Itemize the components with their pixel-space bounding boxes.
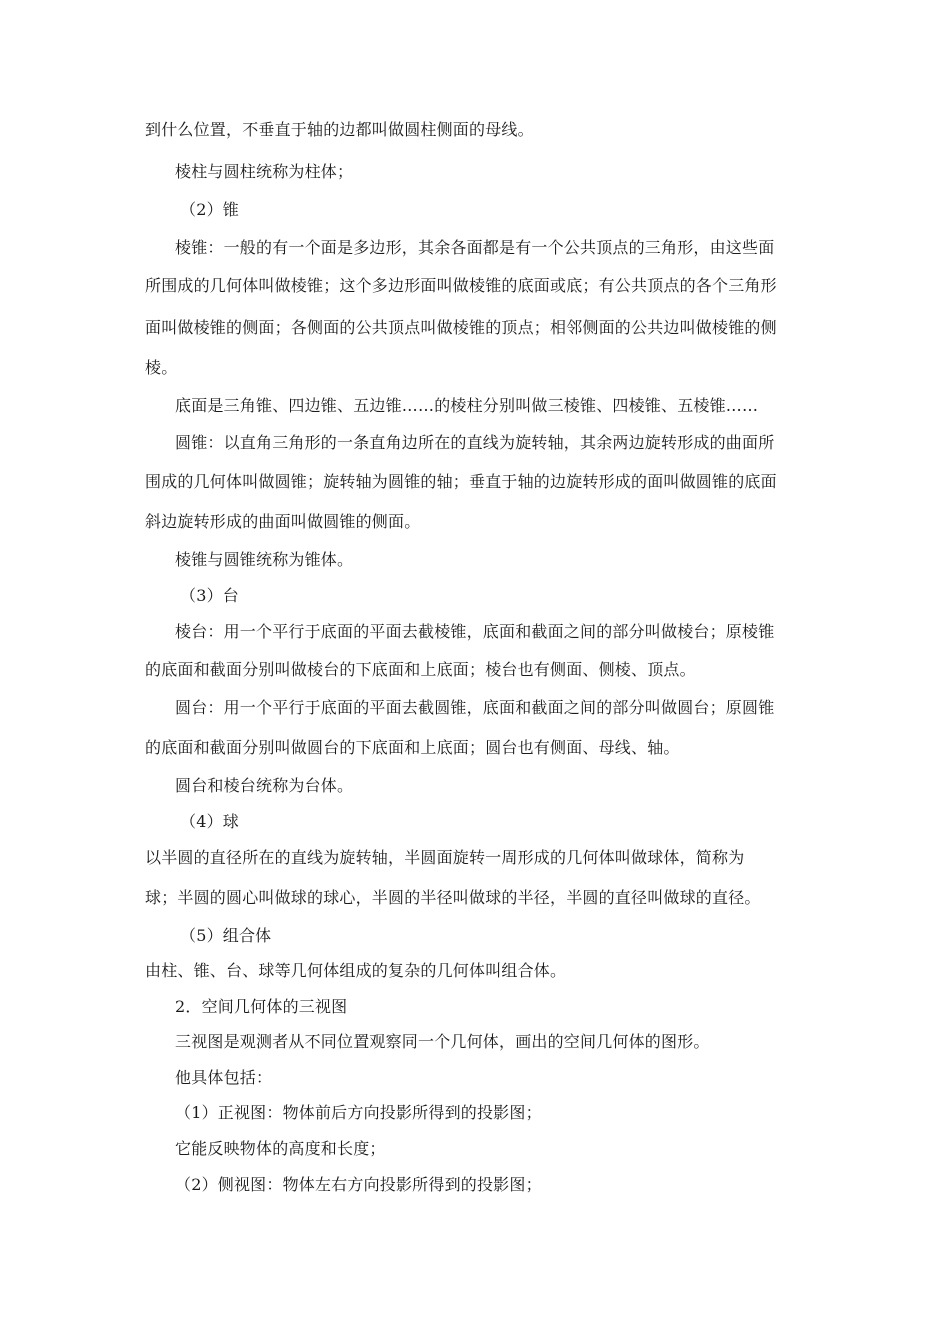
- paragraph-line: 面叫做棱锥的侧面；各侧面的公共顶点叫做棱锥的顶点；相邻侧面的公共边叫做棱锥的侧: [145, 318, 777, 337]
- paragraph-line: 圆锥：以直角三角形的一条直角边所在的直线为旋转轴，其余两边旋转形成的曲面所: [175, 433, 775, 452]
- section-heading: （4）球: [180, 812, 239, 831]
- section-heading: （3）台: [180, 586, 239, 605]
- paragraph-line: 圆台和棱台统称为台体。: [175, 776, 354, 795]
- paragraph-line: 底面是三角锥、四边锥、五边锥……的棱柱分别叫做三棱锥、四棱锥、五棱锥……: [175, 396, 759, 415]
- paragraph-line: 斜边旋转形成的曲面叫做圆锥的侧面。: [145, 512, 421, 531]
- paragraph-line: 三视图是观测者从不同位置观察同一个几何体，画出的空间几何体的图形。: [175, 1032, 710, 1051]
- paragraph-line: 他具体包括：: [175, 1068, 273, 1087]
- paragraph-line: 的底面和截面分别叫做圆台的下底面和上底面；圆台也有侧面、母线、轴。: [145, 738, 680, 757]
- section-heading: 2．空间几何体的三视图: [175, 997, 348, 1016]
- paragraph-line: 围成的几何体叫做圆锥；旋转轴为圆锥的轴；垂直于轴的边旋转形成的面叫做圆锥的底面: [145, 472, 777, 491]
- paragraph-line: 棱。: [145, 358, 178, 377]
- paragraph-line: 圆台：用一个平行于底面的平面去截圆锥，底面和截面之间的部分叫做圆台；原圆锥: [175, 698, 775, 717]
- paragraph-line: 棱锥与圆锥统称为锥体。: [175, 550, 354, 569]
- paragraph-line: 所围成的几何体叫做棱锥；这个多边形面叫做棱锥的底面或底；有公共顶点的各个三角形: [145, 276, 777, 295]
- paragraph-line: 棱柱与圆柱统称为柱体；: [175, 162, 354, 181]
- paragraph-line: 以半圆的直径所在的直线为旋转轴，半圆面旋转一周形成的几何体叫做球体，简称为: [145, 848, 745, 867]
- paragraph-line: 它能反映物体的高度和长度；: [175, 1139, 386, 1158]
- paragraph-line: 棱台：用一个平行于底面的平面去截棱锥，底面和截面之间的部分叫做棱台；原棱锥: [175, 622, 775, 641]
- paragraph-line: （1）正视图：物体前后方向投影所得到的投影图；: [175, 1103, 542, 1122]
- paragraph-line: 由柱、锥、台、球等几何体组成的复杂的几何体叫组合体。: [145, 961, 567, 980]
- section-heading: （2）锥: [180, 200, 239, 219]
- paragraph-line: 球；半圆的圆心叫做球的球心，半圆的半径叫做球的半径，半圆的直径叫做球的直径。: [145, 888, 761, 907]
- paragraph-line: （2）侧视图：物体左右方向投影所得到的投影图；: [175, 1175, 542, 1194]
- paragraph-line: 棱锥：一般的有一个面是多边形，其余各面都是有一个公共顶点的三角形，由这些面: [175, 238, 775, 257]
- paragraph-line: 的底面和截面分别叫做棱台的下底面和上底面；棱台也有侧面、侧棱、顶点。: [145, 660, 696, 679]
- paragraph-line: 到什么位置，不垂直于轴的边都叫做圆柱侧面的母线。: [145, 120, 534, 139]
- section-heading: （5）组合体: [180, 926, 272, 945]
